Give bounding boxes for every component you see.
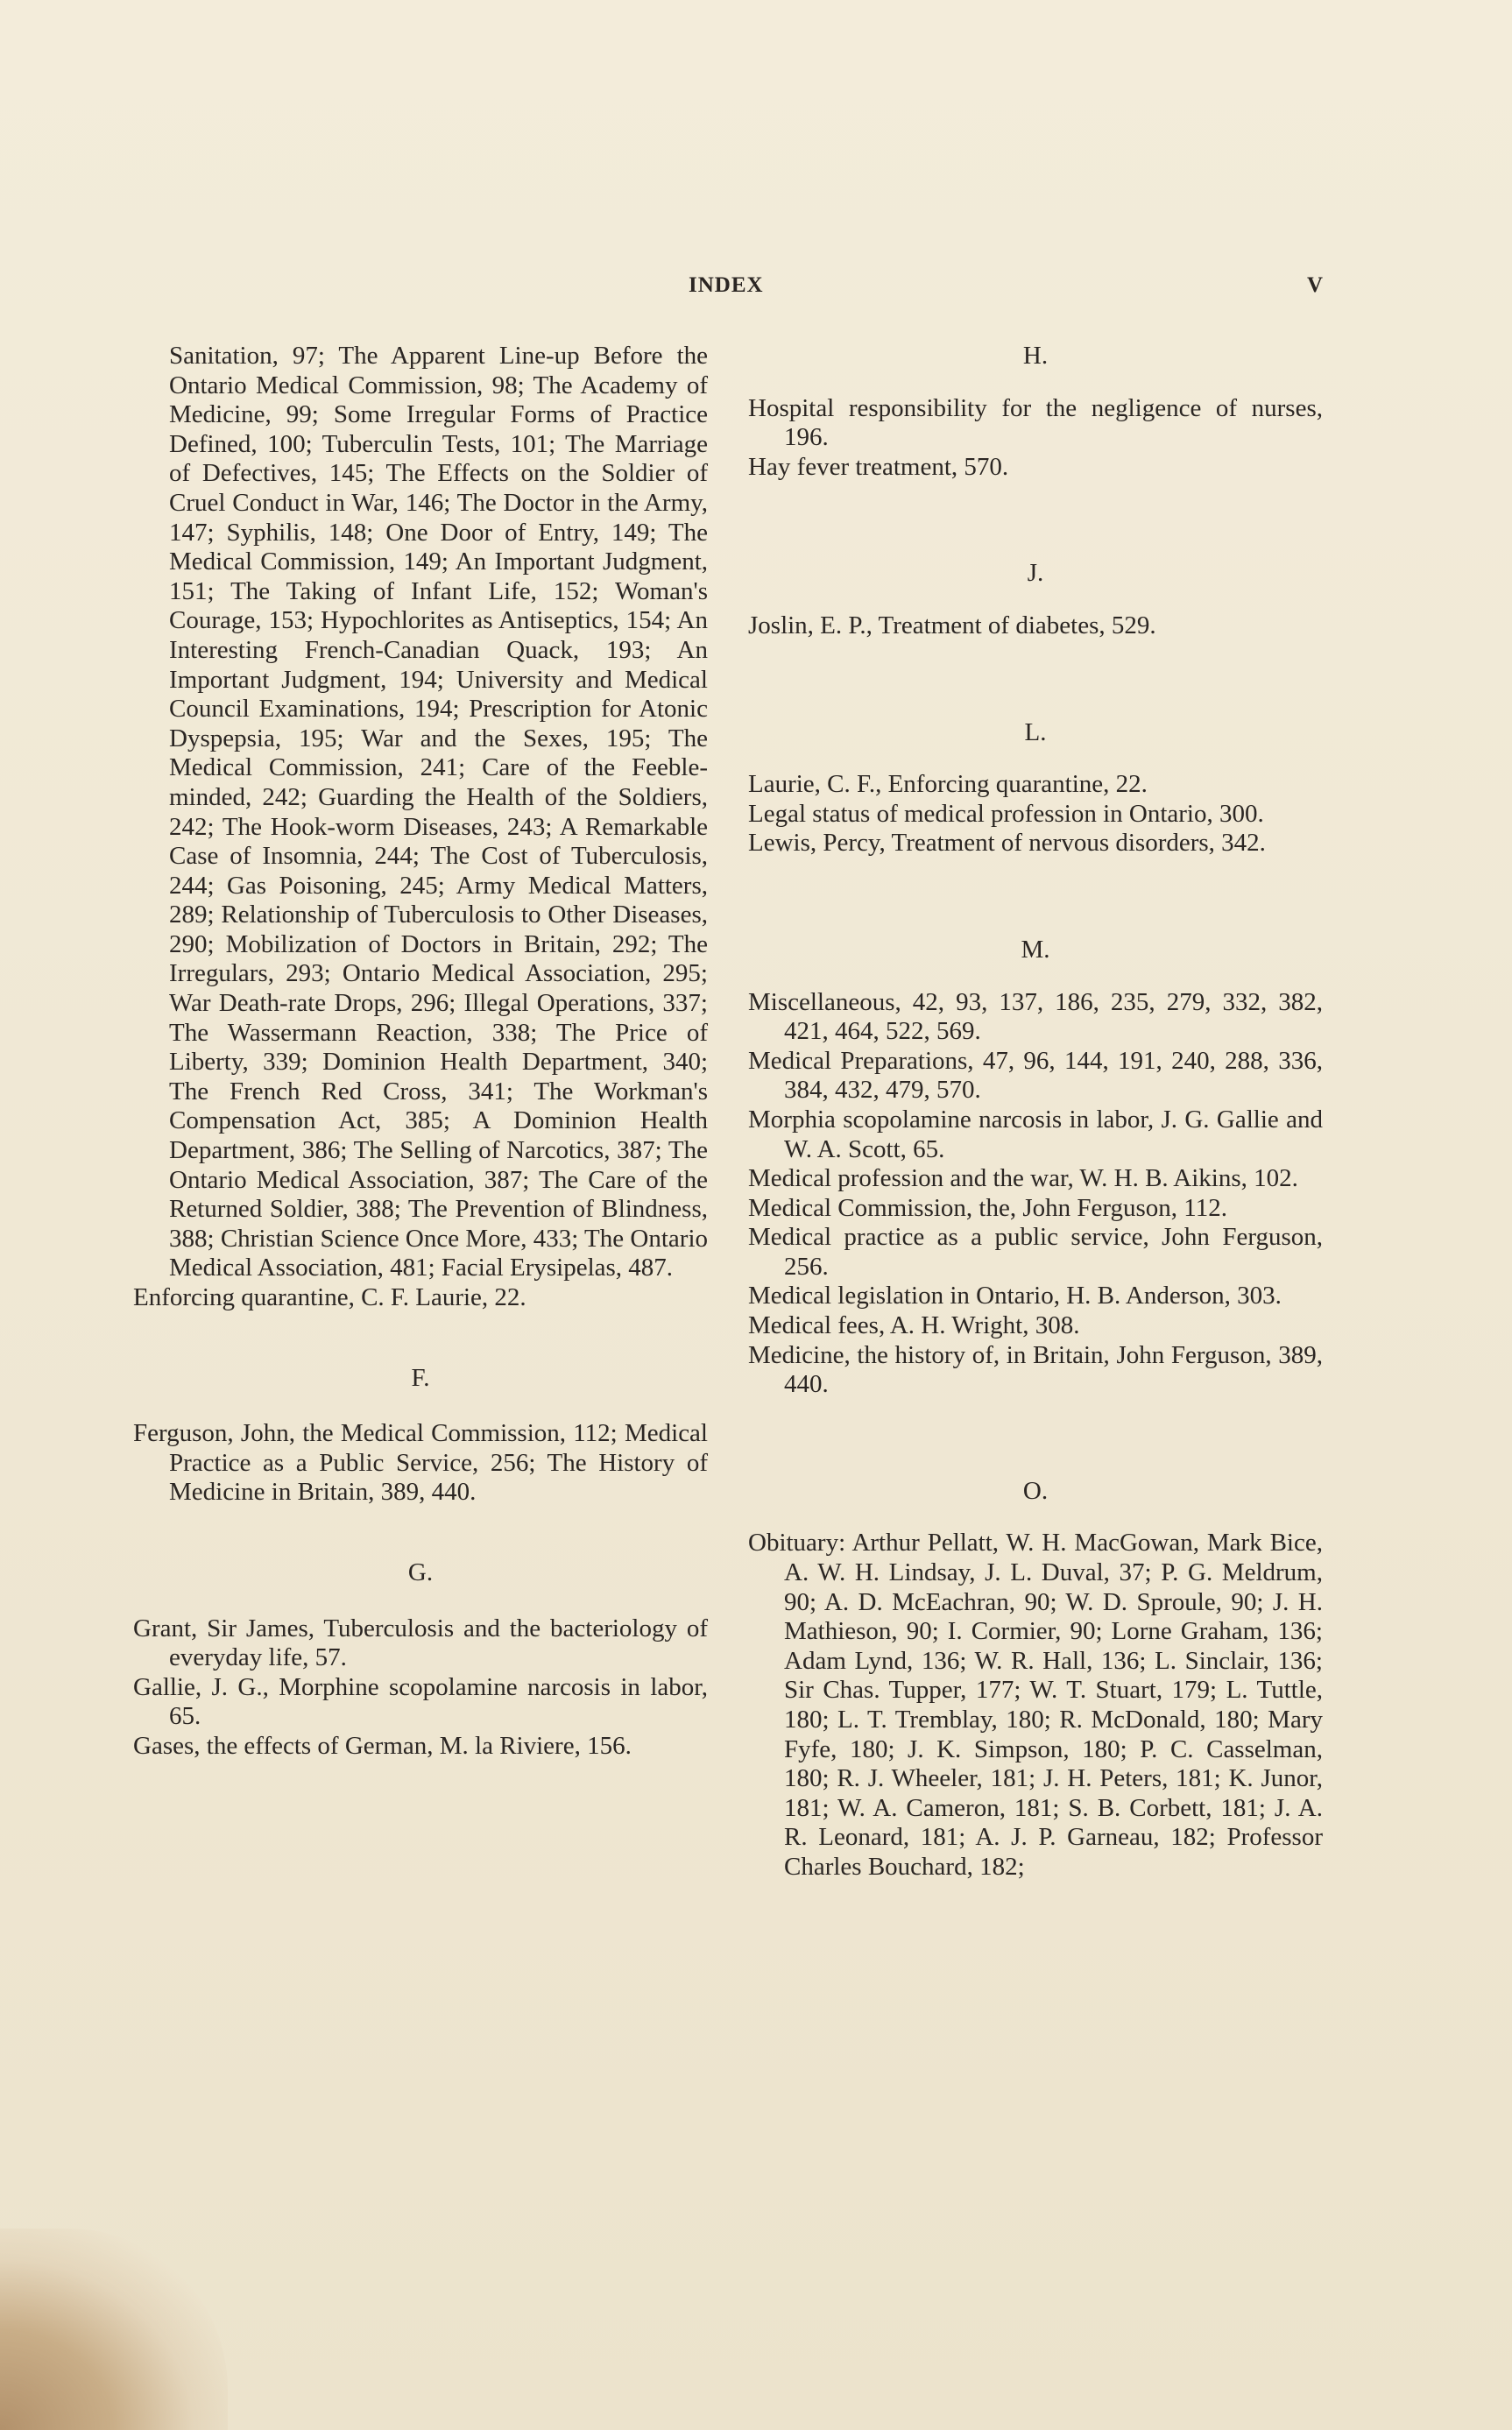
index-entry: Joslin, E. P., Treatment of diabetes, 529. <box>748 611 1156 639</box>
index-entry: Medical Commission, the, John Ferguson, 112. <box>748 1193 1227 1222</box>
index-entry: Legal status of medical profession in Ontario, 300. <box>748 799 1264 828</box>
section-letter-g: G. <box>407 1558 434 1586</box>
index-entry: Ferguson, John, the Medical Commission, 112; Medical Practice as a Public Service, 256; The History of Medicine in Britain, 389, 440. <box>133 1419 708 1507</box>
index-entry: Hospital responsibility for the negligence of nurses, 196. <box>748 393 1323 452</box>
page-number: V <box>1307 273 1324 297</box>
index-entry: Medical Preparations, 47, 96, 144, 191, 240, 288, 336, 384, 432, 479, 570. <box>748 1046 1323 1105</box>
section-letter-l: L. <box>1024 717 1047 746</box>
section-letter-j: J. <box>1027 559 1044 588</box>
section-letter-m: M. <box>1021 935 1050 964</box>
index-entry: Medical practice as a public service, John Ferguson, 256. <box>748 1223 1323 1281</box>
index-entry: Lewis, Percy, Treatment of nervous disorders, 342. <box>748 829 1266 858</box>
index-entry: Gallie, J. G., Morphine scopolamine narcosis in labor, 65. <box>133 1672 708 1731</box>
section-letter-f: F. <box>411 1363 430 1392</box>
section-letter-h: H. <box>1022 342 1049 370</box>
water-stain <box>0 2229 228 2430</box>
index-entry: Medical profession and the war, W. H. B. Aikins, 102. <box>748 1164 1298 1193</box>
index-entry: Obituary: Arthur Pellatt, W. H. MacGowan, Mark Bice, A. W. H. Lindsay, J. L. Duval, 37; P. G. Meldrum, 90; A. D. McEachran, 90; W. D. Sproule, 90; J. H. Mathieson, 90; I. Cormier, 90; Lorne Graham, 136; Adam Lynd, 136; W. R. Hall, 136; L. Sinclair, 136; Sir Chas. Tupper, 177; W. T. Stuart, 179; L. Tuttle, 180; L. T. Tremblay, 180; R. McDonald, 180; Mary Fyfe, 180; J. K. Simpson, 180; P. C. Casselman, 180; R. J. Wheeler, 181; J. H. Peters, 181; K. Junor, 181; W. A. Cameron, 181; S. B. Corbett, 181; J. A. R. Leonard, 181; A. J. P. Garneau, 182; Professor Charles Bouchard, 182; <box>748 1529 1323 1881</box>
index-entry-continued: Sanitation, 97; The Apparent Line-up Before the Ontario Medical Commission, 98; The Academy of Medicine, 99; Some Irregular Forms of Practice Defined, 100; Tuberculin Tests, 101; The Marriage of Defectives, 145; The Effects on the Soldier of Cruel Conduct in War, 146; The Doctor in the Army, 147; Syphilis, 148; One Door of Entry, 149; The Medical Commission, 149; An Important Judgment, 151; The Taking of Infant Life, 152; Woman's Courage, 153; Hypochlorites as Antiseptics, 154; An Interesting French-Canadian Quack, 193; An Important Judgment, 194; University and Medical Council Examinations, 194; Prescription for Atonic Dyspepsia, 195; War and the Sexes, 195; The Medical Commission, 241; Care of the Feeble-minded, 242; Guarding the Health of the Soldiers, 242; The Hook-worm Diseases, 243; A Remarkable Case of Insomnia, 244; The Cost of Tuberculosis, 244; Gas Poisoning, 245; Army Medical Matters, 289; Relationship of Tuberculosis to Other Diseases, 290; Mobilization of Doctors in Britain, 292; The Irregulars, 293; Ontario Medical Association, 295; War Death-rate Drops, 296; Illegal Operations, 337; The Wassermann Reaction, 338; The Price of Liberty, 339; Dominion Health Department, 340; The French Red Cross, 341; The Workman's Compensation Act, 385; A Dominion Health Department, 386; The Selling of Narcotics, 387; The Ontario Medical Association, 387; The Care of the Returned Soldier, 388; The Prevention of Blindness, 388; Christian Science Once More, 433; The Ontario Medical Association, 481; Facial Erysipelas, 487. <box>169 342 708 1282</box>
index-entry: Morphia scopolamine narcosis in labor, J. G. Gallie and W. A. Scott, 65. <box>748 1105 1323 1163</box>
index-entry: Miscellaneous, 42, 93, 137, 186, 235, 279, 332, 382, 421, 464, 522, 569. <box>748 987 1323 1046</box>
index-entry: Medical fees, A. H. Wright, 308. <box>748 1311 1080 1340</box>
index-entry: Hay fever treatment, 570. <box>748 452 1009 481</box>
right-column <box>748 342 1323 1883</box>
left-column <box>133 342 708 1762</box>
index-entry: Medicine, the history of, in Britain, John Ferguson, 389, 440. <box>748 1340 1323 1399</box>
section-letter-o: O. <box>1022 1476 1049 1505</box>
index-entry: Enforcing quarantine, C. F. Laurie, 22. <box>133 1283 526 1311</box>
index-entry: Gases, the effects of German, M. la Riviere, 156. <box>133 1731 632 1760</box>
page-title: INDEX <box>689 273 764 297</box>
index-entry: Grant, Sir James, Tuberculosis and the bacteriology of everyday life, 57. <box>133 1614 708 1672</box>
page-header <box>0 273 1512 300</box>
index-entry: Medical legislation in Ontario, H. B. Anderson, 303. <box>748 1282 1282 1310</box>
index-entry: Laurie, C. F., Enforcing quarantine, 22. <box>748 770 1148 799</box>
